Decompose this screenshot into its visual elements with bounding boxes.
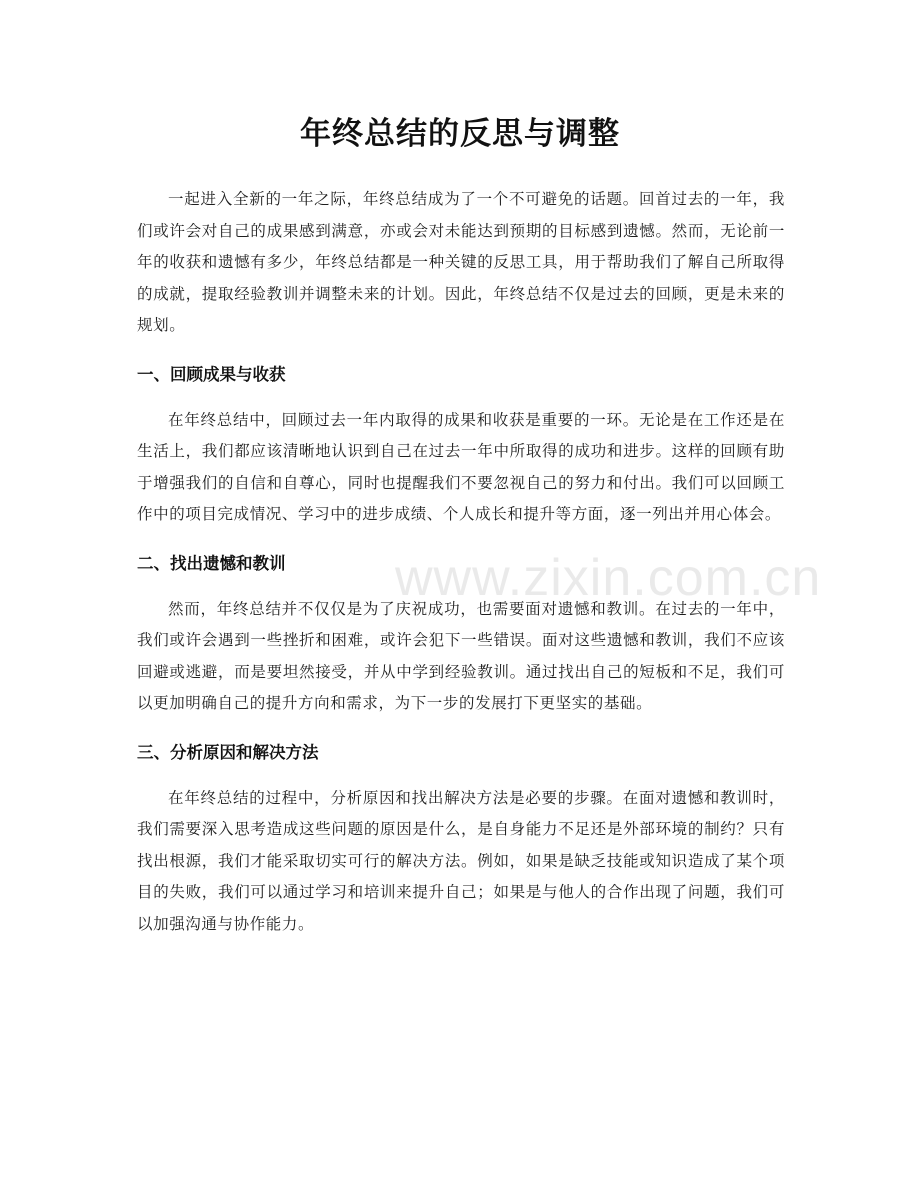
document-title: 年终总结的反思与调整 bbox=[300, 116, 620, 152]
section-heading-3: 三、分析原因和解决方法 bbox=[137, 742, 319, 762]
intro-paragraph: 一起进入全新的一年之际，年终总结成为了一个不可避免的话题。回首过去的一年，我们或许会对自己的成果感到满意，亦或会对未能达到预期的目标感到遗憾。然而，无论前一年的收获和遗憾有多少，年终总结都是一种关键的反思工具，用于帮助我们了解自己所取得的成就，提取经验教训并调整未来的计划。因此，年终总结不仅是过去的回顾，更是未来的规划。 bbox=[137, 190, 785, 334]
document-body bbox=[137, 184, 785, 940]
section-heading-1: 一、回顾成果与收获 bbox=[137, 364, 286, 384]
watermark: www.zixin.com.cn bbox=[395, 549, 822, 607]
section-paragraph-3: 在年终总结的过程中，分析原因和找出解决方法是必要的步骤。在面对遗憾和教训时，我们需要深入思考造成这些问题的原因是什么，是自身能力不足还是外部环境的制约？只有找出根源，我们才能采取切实可行的解决方法。例如，如果是缺乏技能或知识造成了某个项目的失败，我们可以通过学习和培训来提升自己；如果是与他人的合作出现了问题，我们可以加强沟通与协作能力。 bbox=[137, 788, 785, 933]
section-paragraph-1: 在年终总结中，回顾过去一年内取得的成果和收获是重要的一环。无论是在工作还是在生活上，我们都应该清晰地认识到自己在过去一年中所取得的成功和进步。这样的回顾有助于增强我们的自信和自尊心，同时也提醒我们不要忽视自己的努力和付出。我们可以回顾工作中的项目完成情况、学习中的进步成绩、个人成长和提升等方面，逐一列出并用心体会。 bbox=[137, 410, 785, 523]
section-paragraph-2: 然而，年终总结并不仅仅是为了庆祝成功，也需要面对遗憾和教训。在过去的一年中，我们或许会遇到一些挫折和困难，或许会犯下一些错误。面对这些遗憾和教训，我们不应该回避或逃避，而是要坦然接受，并从中学到经验教训。通过找出自己的短板和不足，我们可以更加明确自己的提升方向和需求，为下一步的发展打下更坚实的基础。 bbox=[137, 599, 785, 712]
section-heading-2: 二、找出遗憾和教训 bbox=[137, 553, 286, 573]
